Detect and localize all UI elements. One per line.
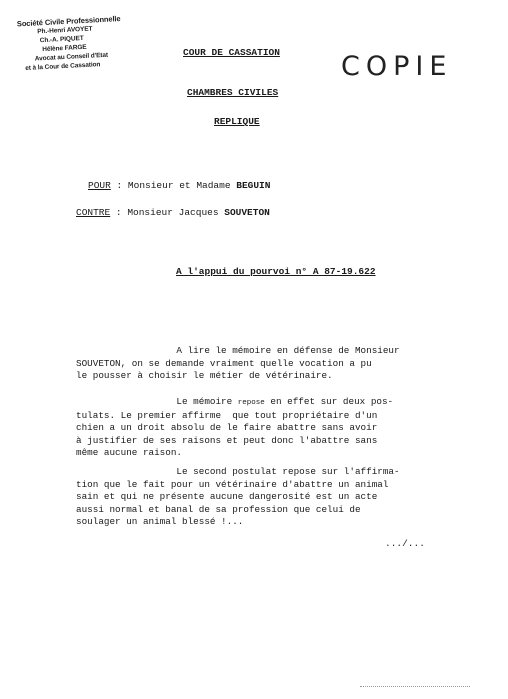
- paragraph-2-rest: en effet sur deux pos- tulats. Le premier affirme que tout propriétaire d'un chien a un droit absolu de le faire abattre sans avoir à justifier de ses raisons et peut donc l'abattre sans même aucune raison.: [76, 396, 394, 458]
- paragraph-1: A lire le mémoire en défense de Monsieur SOUVETON, on se demande vraiment quelle vocation a pu le pousser à choisir le métier de vétérinaire.: [76, 345, 400, 381]
- pourvoi-reference: A l'appui du pourvoi n° A 87-19.622: [176, 266, 376, 277]
- continuation-mark: .../...: [385, 538, 425, 549]
- paragraph-2-start: Le mémoire: [76, 396, 238, 407]
- contre-text: Monsieur Jacques: [127, 207, 225, 218]
- stamp-line: Ph.-Henri AVOYET: [37, 25, 93, 36]
- court-heading: COUR DE CASSATION: [183, 47, 280, 58]
- paragraph-2: [76, 396, 456, 460]
- stamp-line: Hélène FARGE: [42, 43, 87, 54]
- pour-label: POUR: [88, 180, 111, 191]
- stamp-line: Société Civile Professionnelle: [16, 14, 121, 29]
- law-firm-stamp: [17, 13, 150, 74]
- pour-name: BEGUIN: [236, 180, 271, 191]
- pour-line: POUR : Monsieur et Madame BEGUIN: [88, 180, 271, 191]
- contre-label: CONTRE: [76, 207, 111, 218]
- stamp-line: Avocat au Conseil d'Etat: [34, 51, 109, 63]
- paragraph-3: Le second postulat repose sur l'affirma- tion que le fait pour un vétérinaire d'abattre un animal sain et qui ne présente aucune dangerosité est un acte aussi normal et banal de sa profession que celui de soulager un animal blessé !...: [76, 466, 400, 527]
- stamp-line: et à la Cour de Cassation: [25, 61, 101, 73]
- document-type-heading: REPLIQUE: [214, 116, 260, 127]
- chambres-heading: CHAMBRES CIVILES: [187, 87, 279, 98]
- stamp-line: Ch.-A. PIQUET: [39, 34, 84, 45]
- copie-stamp: COPIE: [341, 51, 453, 82]
- pour-text: Monsieur et Madame: [127, 180, 237, 191]
- contre-name: SOUVETON: [224, 207, 270, 218]
- bottom-divider: [360, 686, 470, 687]
- contre-line: CONTRE : Monsieur Jacques SOUVETON: [76, 207, 270, 218]
- paragraph-2-small-word: repose: [237, 399, 265, 407]
